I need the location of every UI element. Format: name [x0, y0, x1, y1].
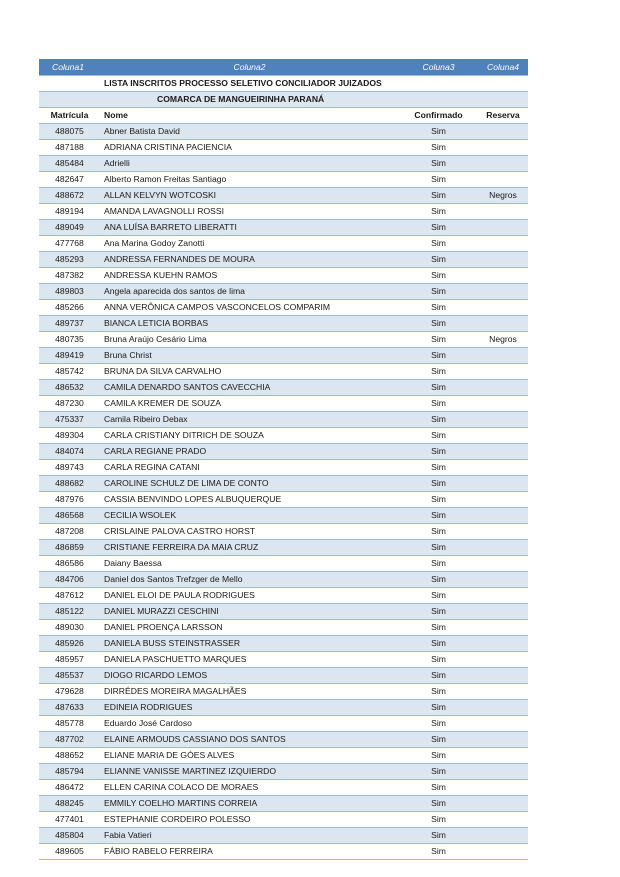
table-row	[39, 204, 528, 220]
cell-matricula: 480735	[39, 332, 100, 348]
cell-confirmado: Sim	[399, 524, 478, 540]
cell-matricula: 489743	[39, 460, 100, 476]
cell-confirmado: Sim	[399, 316, 478, 332]
cell-matricula: 489803	[39, 284, 100, 300]
cell-confirmado: Sim	[399, 140, 478, 156]
cell-reserva	[478, 348, 528, 364]
cell-matricula: 485293	[39, 252, 100, 268]
cell-nome: DANIEL PROENÇA LARSSON	[100, 620, 399, 636]
table-row	[39, 140, 528, 156]
table-row	[39, 588, 528, 604]
cell-reserva	[478, 380, 528, 396]
cell-nome: Abner Batista David	[100, 124, 399, 140]
cell-nome: Daniel dos Santos Trefzger de Mello	[100, 572, 399, 588]
cell-confirmado: Sim	[399, 700, 478, 716]
cell-confirmado: Sim	[399, 380, 478, 396]
cell-matricula: 482647	[39, 172, 100, 188]
cell-matricula: 485266	[39, 300, 100, 316]
table-row	[39, 556, 528, 572]
cell-matricula: 487612	[39, 588, 100, 604]
cell-confirmado: Sim	[399, 796, 478, 812]
table-header-row	[39, 59, 528, 76]
inscritos-table	[39, 59, 528, 860]
cell-reserva	[478, 844, 528, 860]
cell-nome: Ana Marina Godoy Zanotti	[100, 236, 399, 252]
cell-matricula: 484706	[39, 572, 100, 588]
cell-reserva	[478, 236, 528, 252]
cell-nome: CRISLAINE PALOVA CASTRO HORST	[100, 524, 399, 540]
cell-reserva	[478, 652, 528, 668]
cell-nome: CRISTIANE FERREIRA DA MAIA CRUZ	[100, 540, 399, 556]
cell-reserva	[478, 540, 528, 556]
cell-nome: Camila Ribeiro Debax	[100, 412, 399, 428]
table-row	[39, 172, 528, 188]
cell-reserva	[478, 284, 528, 300]
cell-nome: ELIANNE VANISSE MARTINEZ IZQUIERDO	[100, 764, 399, 780]
cell-nome: Alberto Ramon Freitas Santiago	[100, 172, 399, 188]
cell-nome: Bruna Araújo Cesário Lima	[100, 332, 399, 348]
title-row-1	[39, 76, 528, 92]
cell-confirmado: Sim	[399, 492, 478, 508]
cell-matricula: 487208	[39, 524, 100, 540]
cell-confirmado: Sim	[399, 252, 478, 268]
table-row	[39, 124, 528, 140]
column-labels-row	[39, 108, 528, 124]
table-row	[39, 636, 528, 652]
table-row	[39, 572, 528, 588]
cell-matricula: 479628	[39, 684, 100, 700]
cell-nome: FÁBIO RABELO FERREIRA	[100, 844, 399, 860]
table-row	[39, 668, 528, 684]
cell-matricula: 488075	[39, 124, 100, 140]
cell-matricula: 486568	[39, 508, 100, 524]
cell-nome: ADRIANA CRISTINA PACIENCIA	[100, 140, 399, 156]
table-row	[39, 764, 528, 780]
table-row	[39, 316, 528, 332]
table-row	[39, 780, 528, 796]
cell-reserva	[478, 204, 528, 220]
cell-reserva	[478, 748, 528, 764]
cell-reserva	[478, 508, 528, 524]
cell-reserva	[478, 556, 528, 572]
table-row	[39, 604, 528, 620]
column-label-confirmado: Confirmado	[399, 108, 478, 124]
cell-matricula: 485804	[39, 828, 100, 844]
cell-reserva	[478, 716, 528, 732]
cell-nome: Bruna Christ	[100, 348, 399, 364]
cell-confirmado: Sim	[399, 396, 478, 412]
cell-confirmado: Sim	[399, 268, 478, 284]
table-row	[39, 700, 528, 716]
cell-matricula: 486472	[39, 780, 100, 796]
cell-confirmado: Sim	[399, 588, 478, 604]
cell-confirmado: Sim	[399, 204, 478, 220]
cell-matricula: 475337	[39, 412, 100, 428]
cell-reserva	[478, 700, 528, 716]
cell-reserva: Negros	[478, 332, 528, 348]
cell-matricula: 489049	[39, 220, 100, 236]
table-row	[39, 652, 528, 668]
cell-nome: Adrielli	[100, 156, 399, 172]
cell-nome: Daiany Baessa	[100, 556, 399, 572]
cell-confirmado: Sim	[399, 124, 478, 140]
cell-nome: ESTEPHANIE CORDEIRO POLESSO	[100, 812, 399, 828]
cell-nome: CAROLINE SCHULZ DE LIMA DE CONTO	[100, 476, 399, 492]
cell-nome: CAMILA KREMER DE SOUZA	[100, 396, 399, 412]
cell-confirmado: Sim	[399, 364, 478, 380]
cell-reserva	[478, 604, 528, 620]
cell-matricula: 486532	[39, 380, 100, 396]
cell-reserva	[478, 572, 528, 588]
table-row	[39, 460, 528, 476]
cell-nome: CASSIA BENVINDO LOPES ALBUQUERQUE	[100, 492, 399, 508]
cell-nome: DANIEL ELOI DE PAULA RODRIGUES	[100, 588, 399, 604]
table-row	[39, 748, 528, 764]
cell-nome: CARLA CRISTIANY DITRICH DE SOUZA	[100, 428, 399, 444]
cell-matricula: 489605	[39, 844, 100, 860]
cell-confirmado: Sim	[399, 572, 478, 588]
cell-confirmado: Sim	[399, 348, 478, 364]
cell-confirmado: Sim	[399, 412, 478, 428]
cell-nome: BIANCA LETICIA BORBAS	[100, 316, 399, 332]
header-coluna3[interactable]: Coluna3	[399, 59, 478, 76]
table-row	[39, 268, 528, 284]
cell-reserva	[478, 668, 528, 684]
table-row	[39, 540, 528, 556]
cell-reserva	[478, 524, 528, 540]
cell-matricula: 484074	[39, 444, 100, 460]
cell-nome: DANIELA BUSS STEINSTRASSER	[100, 636, 399, 652]
table-row	[39, 796, 528, 812]
cell-matricula: 486586	[39, 556, 100, 572]
cell-reserva	[478, 492, 528, 508]
cell-reserva	[478, 316, 528, 332]
cell-reserva	[478, 764, 528, 780]
cell-matricula: 489419	[39, 348, 100, 364]
cell-nome: DIOGO RICARDO LEMOS	[100, 668, 399, 684]
cell-nome: ALLAN KELVYN WOTCOSKI	[100, 188, 399, 204]
table-row	[39, 428, 528, 444]
cell-reserva	[478, 172, 528, 188]
table-row	[39, 492, 528, 508]
cell-reserva	[478, 364, 528, 380]
cell-reserva	[478, 588, 528, 604]
document-title-line2: COMARCA DE MANGUEIRINHA PARANÁ	[100, 92, 528, 108]
cell-matricula: 488682	[39, 476, 100, 492]
cell-reserva: Negros	[478, 188, 528, 204]
table-row	[39, 380, 528, 396]
cell-matricula: 488652	[39, 748, 100, 764]
cell-confirmado: Sim	[399, 300, 478, 316]
table-row	[39, 716, 528, 732]
cell-confirmado: Sim	[399, 636, 478, 652]
cell-reserva	[478, 684, 528, 700]
table-row	[39, 732, 528, 748]
cell-confirmado: Sim	[399, 428, 478, 444]
column-label-matricula: Matrícula	[39, 108, 100, 124]
header-coluna1[interactable]: Coluna1	[39, 59, 100, 76]
table-row	[39, 844, 528, 860]
cell-confirmado: Sim	[399, 668, 478, 684]
cell-matricula: 485537	[39, 668, 100, 684]
cell-reserva	[478, 220, 528, 236]
cell-confirmado: Sim	[399, 812, 478, 828]
cell-confirmado: Sim	[399, 332, 478, 348]
cell-matricula: 485122	[39, 604, 100, 620]
table-row	[39, 620, 528, 636]
cell-nome: ANDRESSA FERNANDES DE MOURA	[100, 252, 399, 268]
cell-reserva	[478, 828, 528, 844]
cell-confirmado: Sim	[399, 156, 478, 172]
table-row	[39, 284, 528, 300]
document-title-line1: LISTA INSCRITOS PROCESSO SELETIVO CONCILIADOR JUIZADOS	[100, 76, 528, 92]
cell-nome: ELLEN CARINA COLACO DE MORAES	[100, 780, 399, 796]
table-row	[39, 236, 528, 252]
cell-reserva	[478, 444, 528, 460]
cell-confirmado: Sim	[399, 556, 478, 572]
cell-confirmado: Sim	[399, 444, 478, 460]
cell-reserva	[478, 812, 528, 828]
cell-confirmado: Sim	[399, 476, 478, 492]
cell-nome: CARLA REGIANE PRADO	[100, 444, 399, 460]
cell-reserva	[478, 636, 528, 652]
cell-confirmado: Sim	[399, 652, 478, 668]
cell-matricula: 489304	[39, 428, 100, 444]
cell-confirmado: Sim	[399, 508, 478, 524]
cell-nome: EMMILY COELHO MARTINS CORREIA	[100, 796, 399, 812]
cell-nome: Angela aparecida dos santos de lima	[100, 284, 399, 300]
cell-nome: ELIANE MARIA DE GÓES ALVES	[100, 748, 399, 764]
table-row	[39, 156, 528, 172]
cell-nome: DANIEL MURAZZI CESCHINI	[100, 604, 399, 620]
cell-confirmado: Sim	[399, 540, 478, 556]
cell-confirmado: Sim	[399, 620, 478, 636]
table-row	[39, 444, 528, 460]
cell-reserva	[478, 460, 528, 476]
cell-nome: EDINEIA RODRIGUES	[100, 700, 399, 716]
cell-matricula: 486859	[39, 540, 100, 556]
cell-nome: DIRRÉDES MOREIRA MAGALHÃES	[100, 684, 399, 700]
table-row	[39, 828, 528, 844]
cell-reserva	[478, 140, 528, 156]
cell-nome: ELAINE ARMOUDS CASSIANO DOS SANTOS	[100, 732, 399, 748]
cell-nome: ANNA VERÔNICA CAMPOS VASCONCELOS COMPARIM	[100, 300, 399, 316]
cell-matricula: 477768	[39, 236, 100, 252]
cell-nome: CARLA REGINA CATANI	[100, 460, 399, 476]
cell-matricula: 485484	[39, 156, 100, 172]
cell-confirmado: Sim	[399, 460, 478, 476]
header-coluna4[interactable]: Coluna4	[478, 59, 528, 76]
table-row	[39, 300, 528, 316]
cell-nome: CAMILA DENARDO SANTOS CAVECCHIA	[100, 380, 399, 396]
cell-confirmado: Sim	[399, 604, 478, 620]
cell-confirmado: Sim	[399, 780, 478, 796]
column-label-nome: Nome	[100, 108, 399, 124]
table-row	[39, 476, 528, 492]
cell-matricula: 485742	[39, 364, 100, 380]
table-row	[39, 412, 528, 428]
cell-matricula: 485926	[39, 636, 100, 652]
cell-confirmado: Sim	[399, 684, 478, 700]
table-row	[39, 396, 528, 412]
cell-confirmado: Sim	[399, 828, 478, 844]
cell-reserva	[478, 268, 528, 284]
table-row	[39, 252, 528, 268]
table-row	[39, 684, 528, 700]
cell-matricula: 485778	[39, 716, 100, 732]
cell-reserva	[478, 412, 528, 428]
cell-nome: DANIELA PASCHUETTO MARQUES	[100, 652, 399, 668]
cell-matricula: 477401	[39, 812, 100, 828]
cell-matricula: 485794	[39, 764, 100, 780]
cell-matricula: 487382	[39, 268, 100, 284]
cell-reserva	[478, 428, 528, 444]
cell-reserva	[478, 732, 528, 748]
cell-confirmado: Sim	[399, 716, 478, 732]
column-label-reserva: Reserva	[478, 108, 528, 124]
cell-matricula: 485957	[39, 652, 100, 668]
cell-reserva	[478, 780, 528, 796]
table-row	[39, 508, 528, 524]
cell-matricula: 487188	[39, 140, 100, 156]
cell-nome: Eduardo José Cardoso	[100, 716, 399, 732]
cell-matricula: 487976	[39, 492, 100, 508]
title-row-2	[39, 92, 528, 108]
table-row	[39, 220, 528, 236]
cell-reserva	[478, 796, 528, 812]
cell-reserva	[478, 396, 528, 412]
cell-reserva	[478, 156, 528, 172]
table-row	[39, 812, 528, 828]
cell-confirmado: Sim	[399, 172, 478, 188]
cell-nome: BRUNA DA SILVA CARVALHO	[100, 364, 399, 380]
cell-reserva	[478, 252, 528, 268]
cell-confirmado: Sim	[399, 748, 478, 764]
cell-matricula: 487702	[39, 732, 100, 748]
cell-matricula: 488245	[39, 796, 100, 812]
cell-matricula: 489030	[39, 620, 100, 636]
cell-nome: AMANDA LAVAGNOLLI ROSSI	[100, 204, 399, 220]
cell-nome: ANA LUÍSA BARRETO LIBERATTI	[100, 220, 399, 236]
cell-reserva	[478, 300, 528, 316]
table-row	[39, 332, 528, 348]
table-row	[39, 188, 528, 204]
cell-matricula: 489194	[39, 204, 100, 220]
cell-matricula: 488672	[39, 188, 100, 204]
cell-nome: CECILIA WSOLEK	[100, 508, 399, 524]
header-coluna2[interactable]: Coluna2	[100, 59, 399, 76]
cell-confirmado: Sim	[399, 764, 478, 780]
cell-matricula: 487633	[39, 700, 100, 716]
cell-reserva	[478, 476, 528, 492]
table-row	[39, 364, 528, 380]
cell-confirmado: Sim	[399, 220, 478, 236]
cell-confirmado: Sim	[399, 236, 478, 252]
cell-matricula: 487230	[39, 396, 100, 412]
cell-reserva	[478, 124, 528, 140]
cell-confirmado: Sim	[399, 732, 478, 748]
cell-nome: Fabia Vatieri	[100, 828, 399, 844]
table-row	[39, 348, 528, 364]
cell-confirmado: Sim	[399, 188, 478, 204]
cell-matricula: 489737	[39, 316, 100, 332]
cell-nome: ANDRESSA KUEHN RAMOS	[100, 268, 399, 284]
cell-confirmado: Sim	[399, 284, 478, 300]
table-row	[39, 524, 528, 540]
cell-confirmado: Sim	[399, 844, 478, 860]
cell-reserva	[478, 620, 528, 636]
